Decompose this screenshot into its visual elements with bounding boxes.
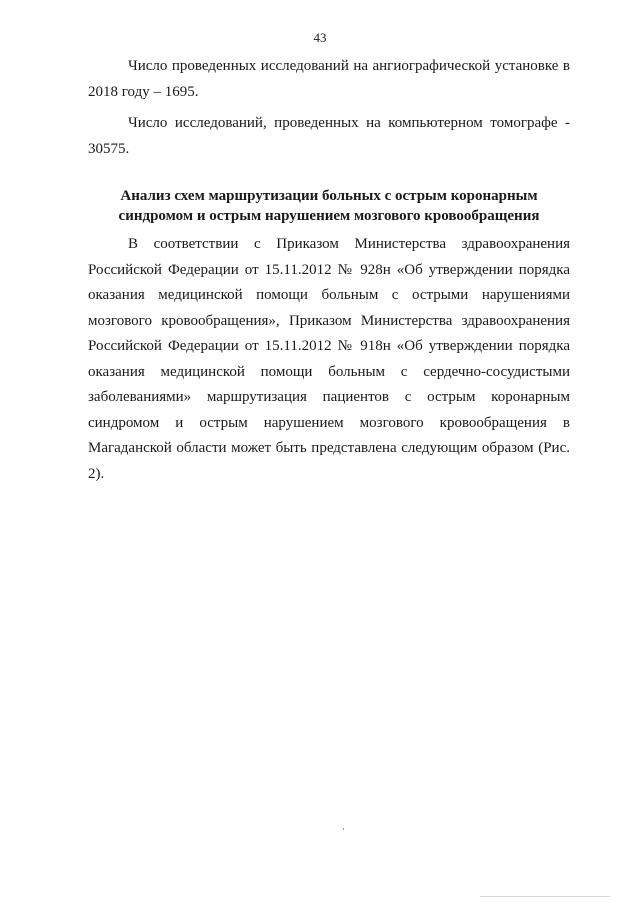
heading-line-1: Анализ схем маршрутизации больных с острым коронарным (120, 188, 538, 204)
heading-line-2: синдромом и острым нарушением мозгового кровообращения (118, 208, 540, 224)
page-number: 43 (313, 30, 327, 45)
paragraph-ct: Число исследований, проведенных на компьютерном томографе - 30575. (88, 115, 570, 157)
scan-artifact (343, 828, 344, 830)
document-body (88, 54, 570, 487)
section-heading (88, 186, 570, 226)
scan-edge-line (480, 896, 610, 897)
paragraph-routing: В соответствии с Приказом Министерства здравоохранения Российской Федерации от 15.11.2012 № 928н «Об утверждении порядка оказания медицинской помощи больным с острыми нарушениями мозгового кровообращения», Приказом Министерства здравоохранения Российской Федерации от 15.11.2012 № 918н «Об утверждении порядка оказания медицинской помощи больным с сердечно-сосудистыми заболеваниями» маршрутизация пациентов с острым коронарным синдромом и острым нарушением мозгового кровообращения в Магаданской области может быть представлена следующим образом (Рис. 2). (88, 236, 570, 482)
paragraph-angiography: Число проведенных исследований на ангиографической установке в 2018 году – 1695. (88, 58, 570, 100)
